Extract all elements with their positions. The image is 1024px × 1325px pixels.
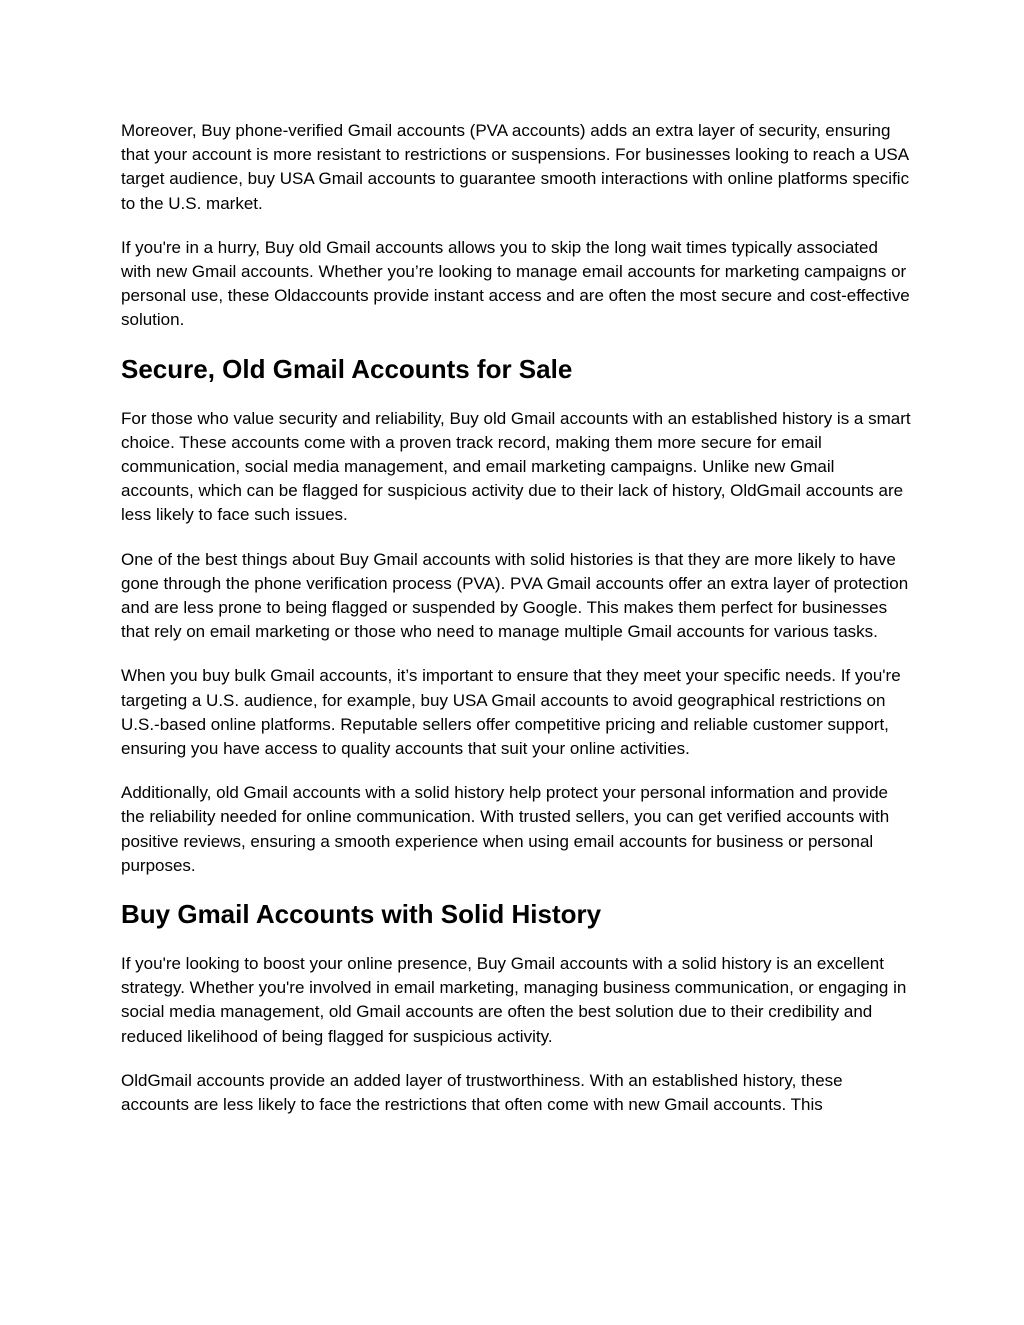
document-page	[121, 119, 911, 1137]
paragraph: When you buy bulk Gmail accounts, it’s important to ensure that they meet your specific needs. If you're targeting a U.S. audience, for example, buy USA Gmail accounts to avoid geographical restrictions on U.S.-based online platforms. Reputable sellers offer competitive pricing and reliable customer support, ensuring you have access to quality accounts that suit your online activities.	[121, 666, 901, 759]
paragraph: Additionally, old Gmail accounts with a solid history help protect your personal information and provide the reliability needed for online communication. With trusted sellers, you can get verified accounts with positive reviews, ensuring a smooth experience when using email accounts for business or personal purposes.	[121, 783, 890, 875]
paragraph: One of the best things about Buy Gmail accounts with solid histories is that they are more likely to have gone through the phone verification process (PVA). PVA Gmail accounts offer an extra layer of protection and are less prone to being flagged or suspended by Google. This makes them perfect for businesses that rely on email marketing or those who need to manage multiple Gmail accounts for various tasks.	[121, 549, 909, 642]
paragraph: Moreover, Buy phone-verified Gmail accounts (PVA accounts) adds an extra layer of security, ensuring that your account is more resistant to restrictions or suspensions. For businesses looking to reach a USA target audience, buy USA Gmail accounts to guarantee smooth interactions with online platforms specific to the U.S. market.	[121, 121, 910, 213]
section-heading: Secure, Old Gmail Accounts for Sale	[121, 353, 573, 384]
section-heading: Buy Gmail Accounts with Solid History	[121, 899, 602, 930]
paragraph: OldGmail accounts provide an added layer of trustworthiness. With an established history, these accounts are less likely to face the restrictions that often come with new Gmail accounts. This	[121, 1070, 843, 1115]
paragraph: For those who value security and reliability, Buy old Gmail accounts with an established history is a smart choice. These accounts come with a proven track record, making them more secure for email communication, social media management, and email marketing campaigns. Unlike new Gmail accounts, which can be flagged for suspicious activity due to their lack of history, OldGmail accounts are less likely to face such issues.	[121, 408, 911, 525]
paragraph: If you're in a hurry, Buy old Gmail accounts allows you to skip the long wait times typically associated with new Gmail accounts. Whether you’re looking to manage email accounts for marketing campaigns or personal use, these Oldaccounts provide instant access and are often the most secure and cost-effective solution.	[121, 237, 910, 330]
paragraph: If you're looking to boost your online presence, Buy Gmail accounts with a solid history is an excellent strategy. Whether you're involved in email marketing, managing business communication, or engaging in social media management, old Gmail accounts are often the best solution due to their credibility and reduced likelihood of being flagged for suspicious activity.	[121, 954, 907, 1046]
